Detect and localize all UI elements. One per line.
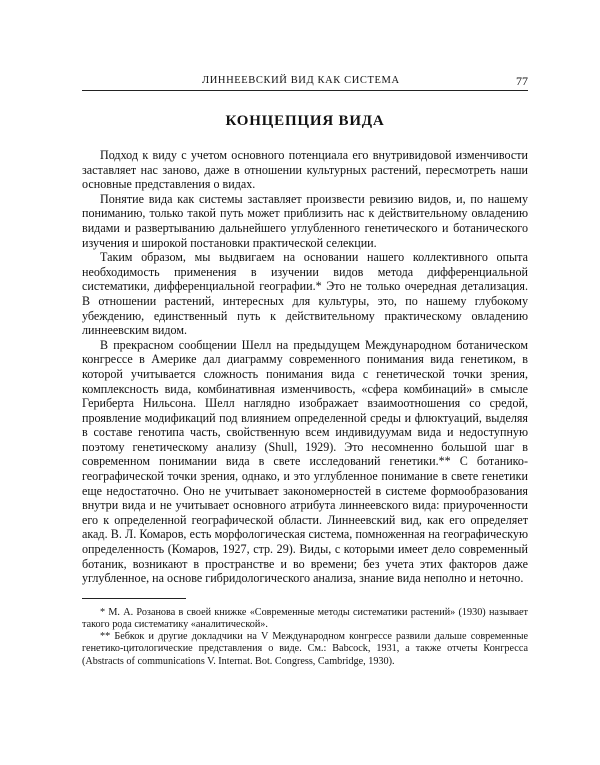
footnote-rule <box>82 598 186 599</box>
paragraph-2: Понятие вида как системы заставляет произвести ревизию видов, и, по нашему пониманию, только такой путь может приблизить нас к действительному овладению видами и развертыванию дальнейшего углубленного генетического и ботанического изучения и широкой постановки практической селекции. <box>82 191 528 250</box>
paragraph-4: В прекрасном сообщении Шелл на предыдущем Международном ботаническом конгрессе в Америке дал диаграмму современного понимания вида генетиком, в которой учитывается сложность понимания вида с генетической точки зрения, комплексность вида, комбинативная изменчивость, «сфера комбинаций» в смысле Гериберта Нильсона. Шелл наглядно изображает взаимоотношения со средой, проявление модификаций под влиянием определенной среды и флюктуаций, выделяя в составе генотипа часть, свойственную всем индивидуумам вида и недоступную поэтому генетическому анализу (Shull, 1929). Это несомненно большой шаг в современном понимании вида в свете исследований генетики.** С ботанико-географической точки зрения, однако, и это углубленное понимание в свете генетики еще недостаточно. Оно не учитывает закономерностей в системе формообразования внутри вида и не учитывает основного атрибута линнеевского вида: приуроченности его к определенной географической области. Линнеевский вид, как его определяет акад. В. Л. Комаров, есть морфологическая система, помноженная на географическую определенность (Комаров, 1927, стр. 29). Виды, с которыми имеет дело современный ботаник, возникают в пространстве и во времени; без учета этих факторов даже углубленное, на основе гибридологического анализа, знание вида неполно и неточно. <box>82 337 528 586</box>
body-text <box>82 148 528 586</box>
book-page <box>82 72 528 668</box>
running-header <box>82 72 528 91</box>
section-title: КОНЦЕПЦИЯ ВИДА <box>225 113 385 129</box>
footnote-2: ** Бебкок и другие докладчики на V Международном конгрессе развили дальше современные генетико-цитологические представления о виде. См.: Babcock, 1931, а также отчеты Конгресса (Abstracts of communications V. Internat. Bot. Congress, Cambridge, 1930). <box>82 631 528 667</box>
footnotes <box>82 607 528 668</box>
running-title: ЛИННЕЕВСКИЙ ВИД КАК СИСТЕМА <box>202 75 400 86</box>
footnote-1: * М. А. Розанова в своей книжке «Современные методы систематики растений» (1930) называет такого рода систематику «аналитической». <box>82 606 528 631</box>
paragraph-1: Подход к виду с учетом основного потенциала его внутривидовой изменчивости заставляет нас заново, даже в отношении культурных растений, пересмотреть наши основные представления о видах. <box>82 148 528 192</box>
paragraph-3: Таким образом, мы выдвигаем на основании нашего коллективного опыта необходимость применения в изучении видов метода дифференциальной систематики, дифференциальной географии.* Это не только очередная детализация. В отношении растений, интересных для культуры, это, по нашему глубокому убеждению, единственный путь к действительному практическому овладению линнеевским видом. <box>82 250 528 338</box>
page-number: 77 <box>516 74 528 88</box>
